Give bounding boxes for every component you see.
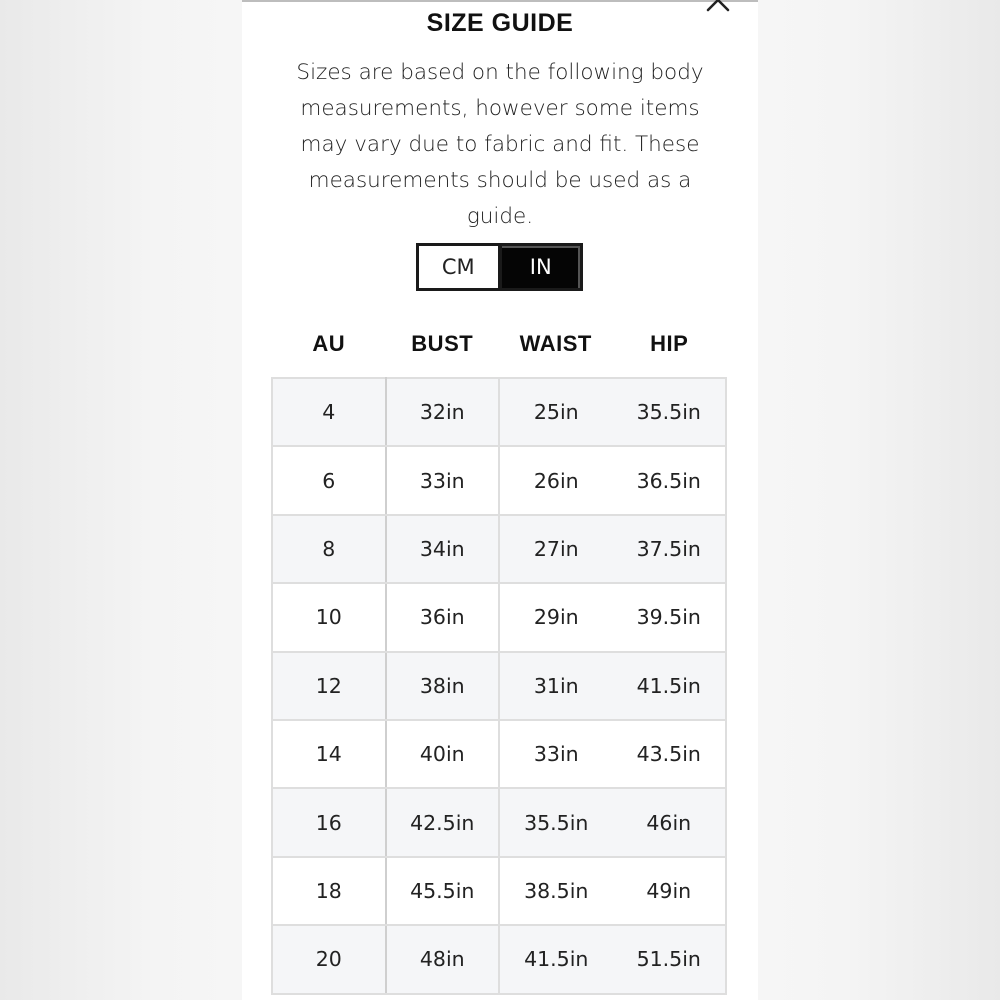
cell-waist: 38.5in — [499, 857, 613, 925]
table-header-row — [272, 326, 726, 362]
cell-au: 20 — [272, 925, 386, 993]
table-row — [272, 515, 726, 583]
modal-title: SIZE GUIDE — [426, 9, 574, 37]
cell-waist: 25in — [499, 378, 613, 446]
cell-hip: 51.5in — [613, 925, 727, 993]
cell-bust: 34in — [386, 515, 500, 583]
table-row — [272, 857, 726, 925]
cell-hip: 39.5in — [613, 583, 727, 651]
modal-top-border — [242, 0, 758, 2]
cell-hip: 41.5in — [613, 652, 727, 720]
cell-au: 6 — [272, 446, 386, 514]
cell-au: 16 — [272, 788, 386, 856]
cell-bust: 38in — [386, 652, 500, 720]
cell-waist: 33in — [499, 720, 613, 788]
column-header-bust: BUST — [411, 331, 474, 356]
cell-hip: 43.5in — [613, 720, 727, 788]
column-header-au: AU — [312, 331, 346, 356]
cell-au: 8 — [272, 515, 386, 583]
cell-waist: 31in — [499, 652, 613, 720]
unit-cm-button[interactable]: CM — [416, 243, 500, 291]
cell-waist: 35.5in — [499, 788, 613, 856]
table-row — [272, 720, 726, 788]
cell-hip: 49in — [613, 857, 727, 925]
cell-au: 4 — [272, 378, 386, 446]
cell-au: 10 — [272, 583, 386, 651]
cell-bust: 45.5in — [386, 857, 500, 925]
column-header-waist: WAIST — [519, 331, 592, 356]
cell-bust: 32in — [386, 378, 500, 446]
cell-waist: 29in — [499, 583, 613, 651]
cell-hip: 36.5in — [613, 446, 727, 514]
unit-toggle — [416, 243, 583, 291]
cell-waist: 27in — [499, 515, 613, 583]
cell-waist: 41.5in — [499, 925, 613, 993]
cell-hip: 46in — [613, 788, 727, 856]
cell-bust: 40in — [386, 720, 500, 788]
cell-hip: 37.5in — [613, 515, 727, 583]
table-row — [272, 788, 726, 856]
cell-bust: 36in — [386, 583, 500, 651]
cell-bust: 42.5in — [386, 788, 500, 856]
table-row — [272, 652, 726, 720]
cell-waist: 26in — [499, 446, 613, 514]
table-row — [272, 583, 726, 651]
table-row — [272, 378, 726, 446]
cell-au: 12 — [272, 652, 386, 720]
table-row — [272, 446, 726, 514]
size-guide-description: Sizes are based on the following body measurements, however some items may vary due to fabric and fit. These measurements should be used as a guide. — [296, 60, 704, 229]
unit-in-button[interactable]: IN — [500, 243, 584, 291]
cell-au: 18 — [272, 857, 386, 925]
cell-hip: 35.5in — [613, 378, 727, 446]
size-table — [271, 377, 727, 995]
column-header-hip: HIP — [650, 331, 689, 356]
size-guide-modal — [242, 0, 758, 1000]
cell-bust: 48in — [386, 925, 500, 993]
table-row — [272, 925, 726, 993]
cell-au: 14 — [272, 720, 386, 788]
cell-bust: 33in — [386, 446, 500, 514]
